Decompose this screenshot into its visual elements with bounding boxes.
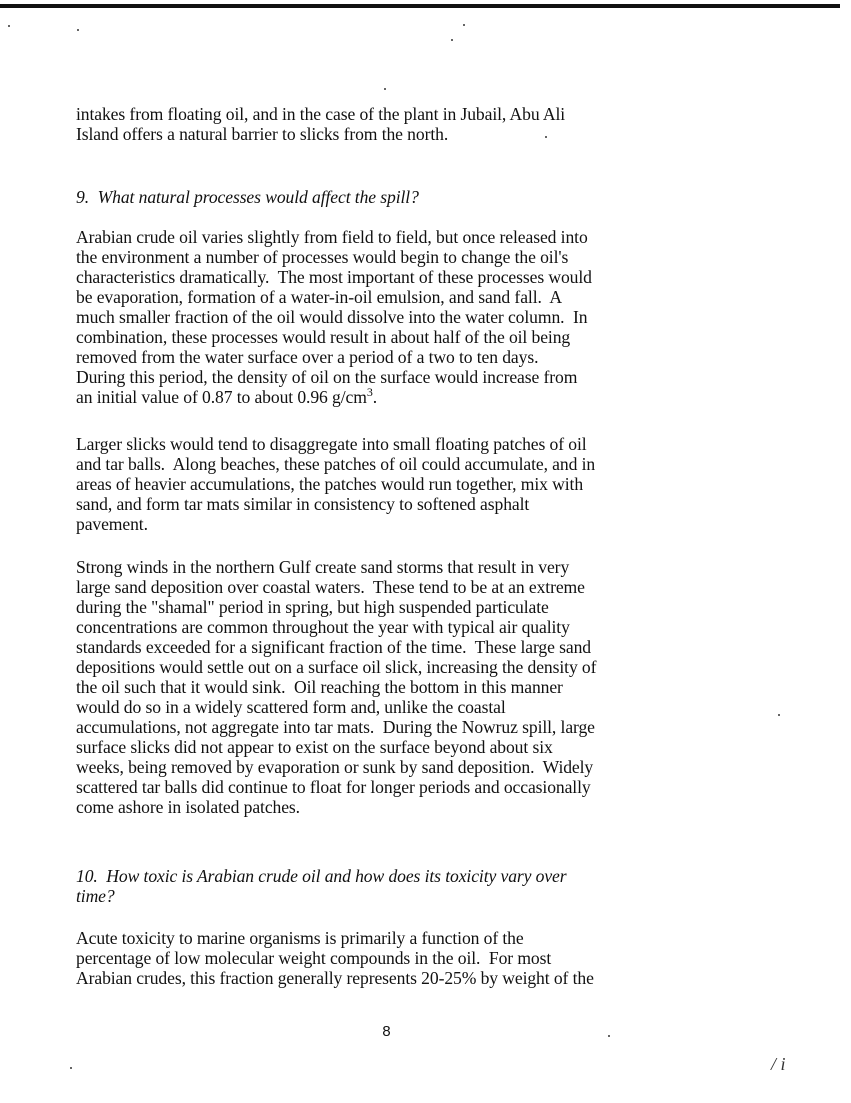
s9-p3-line-11: weeks, being removed by evaporation or sunk by sand deposition. Widely <box>76 757 594 777</box>
s9-p3-line-7: the oil such that it would sink. Oil reaching the bottom in this manner <box>76 677 563 697</box>
s9-p3-line-1: Strong winds in the northern Gulf create sand storms that result in very <box>76 557 570 577</box>
s9-p3-line-12: scattered tar balls did continue to float for longer periods and occasionally <box>76 777 591 797</box>
scan-speck <box>778 714 780 716</box>
s9-p1-line-9 <box>76 387 377 407</box>
s9-p1-line-3: characteristics dramatically. The most important of these processes would <box>76 267 592 287</box>
s10-p1-line-3: Arabian crudes, this fraction generally represents 20-25% by weight of the <box>76 968 594 988</box>
scan-speck <box>8 25 10 27</box>
s9-p1-line-6: combination, these processes would result in about half of the oil being <box>76 327 571 347</box>
s9-p3-line-10: surface slicks did not appear to exist on the surface beyond about six <box>76 737 553 757</box>
s9-p1-line-4: be evaporation, formation of a water-in-oil emulsion, and sand fall. A <box>76 287 563 307</box>
s9-p2-line-5: pavement. <box>76 514 148 534</box>
section-9-heading: 9. What natural processes would affect the spill? <box>76 187 419 207</box>
s9-p3-line-5: standards exceeded for a significant fraction of the time. These large sand <box>76 637 591 657</box>
intro-line-1: intakes from floating oil, and in the case of the plant in Jubail, Abu Ali <box>76 104 566 124</box>
s9-p2-line-3: areas of heavier accumulations, the patches would run together, mix with <box>76 474 584 494</box>
s10-p1-line-2: percentage of low molecular weight compounds in the oil. For most <box>76 948 552 968</box>
intro-line-2: Island offers a natural barrier to slicks from the north. <box>76 124 449 144</box>
s9-p3-line-3: during the "shamal" period in spring, but high suspended particulate <box>76 597 549 617</box>
s9-p3-line-9: accumulations, not aggregate into tar mats. During the Nowruz spill, large <box>76 717 595 737</box>
scan-speck <box>608 1035 610 1037</box>
scan-speck <box>451 39 453 41</box>
s9-p3-line-2: large sand deposition over coastal waters. These tend to be at an extreme <box>76 577 585 597</box>
s9-p1-line-7: removed from the water surface over a period of a two to ten days. <box>76 347 539 367</box>
section-10-heading-line-2: time? <box>76 886 115 906</box>
s9-p3-line-13: come ashore in isolated patches. <box>76 797 300 817</box>
s9-p3-line-4: concentrations are common throughout the year with typical air quality <box>76 617 570 637</box>
s9-p1-line-8: During this period, the density of oil on the surface would increase from <box>76 367 578 387</box>
scan-speck <box>77 29 79 31</box>
s9-p3-line-6: depositions would settle out on a surface oil slick, increasing the density of <box>76 657 597 677</box>
scan-speck <box>545 136 547 138</box>
density-text: an initial value of 0.87 to about 0.96 g/cm <box>76 387 367 407</box>
superscript-3: 3 <box>366 385 373 400</box>
top-border-rule <box>0 4 840 8</box>
s9-p2-line-1: Larger slicks would tend to disaggregate into small floating patches of oil <box>76 434 587 454</box>
s9-p2-line-4: sand, and form tar mats similar in consistency to softened asphalt <box>76 494 530 514</box>
page-number: 8 <box>382 1024 392 1041</box>
scan-speck <box>463 24 465 26</box>
s9-p1-line-1: Arabian crude oil varies slightly from field to field, but once released into <box>76 227 588 247</box>
s9-p3-line-8: would do so in a widely scattered form and, unlike the coastal <box>76 697 506 717</box>
s9-p1-line-5: much smaller fraction of the oil would dissolve into the water column. In <box>76 307 588 327</box>
scan-speck <box>384 88 386 90</box>
scan-speck <box>70 1067 72 1069</box>
period: . <box>372 387 378 407</box>
s9-p1-line-2: the environment a number of processes would begin to change the oil's <box>76 247 569 267</box>
s9-p2-line-2: and tar balls. Along beaches, these patches of oil could accumulate, and in <box>76 454 596 474</box>
handwritten-mark: / i <box>771 1054 786 1074</box>
section-10-heading-line-1: 10. How toxic is Arabian crude oil and how does its toxicity vary over <box>76 866 567 886</box>
s10-p1-line-1: Acute toxicity to marine organisms is primarily a function of the <box>76 928 524 948</box>
